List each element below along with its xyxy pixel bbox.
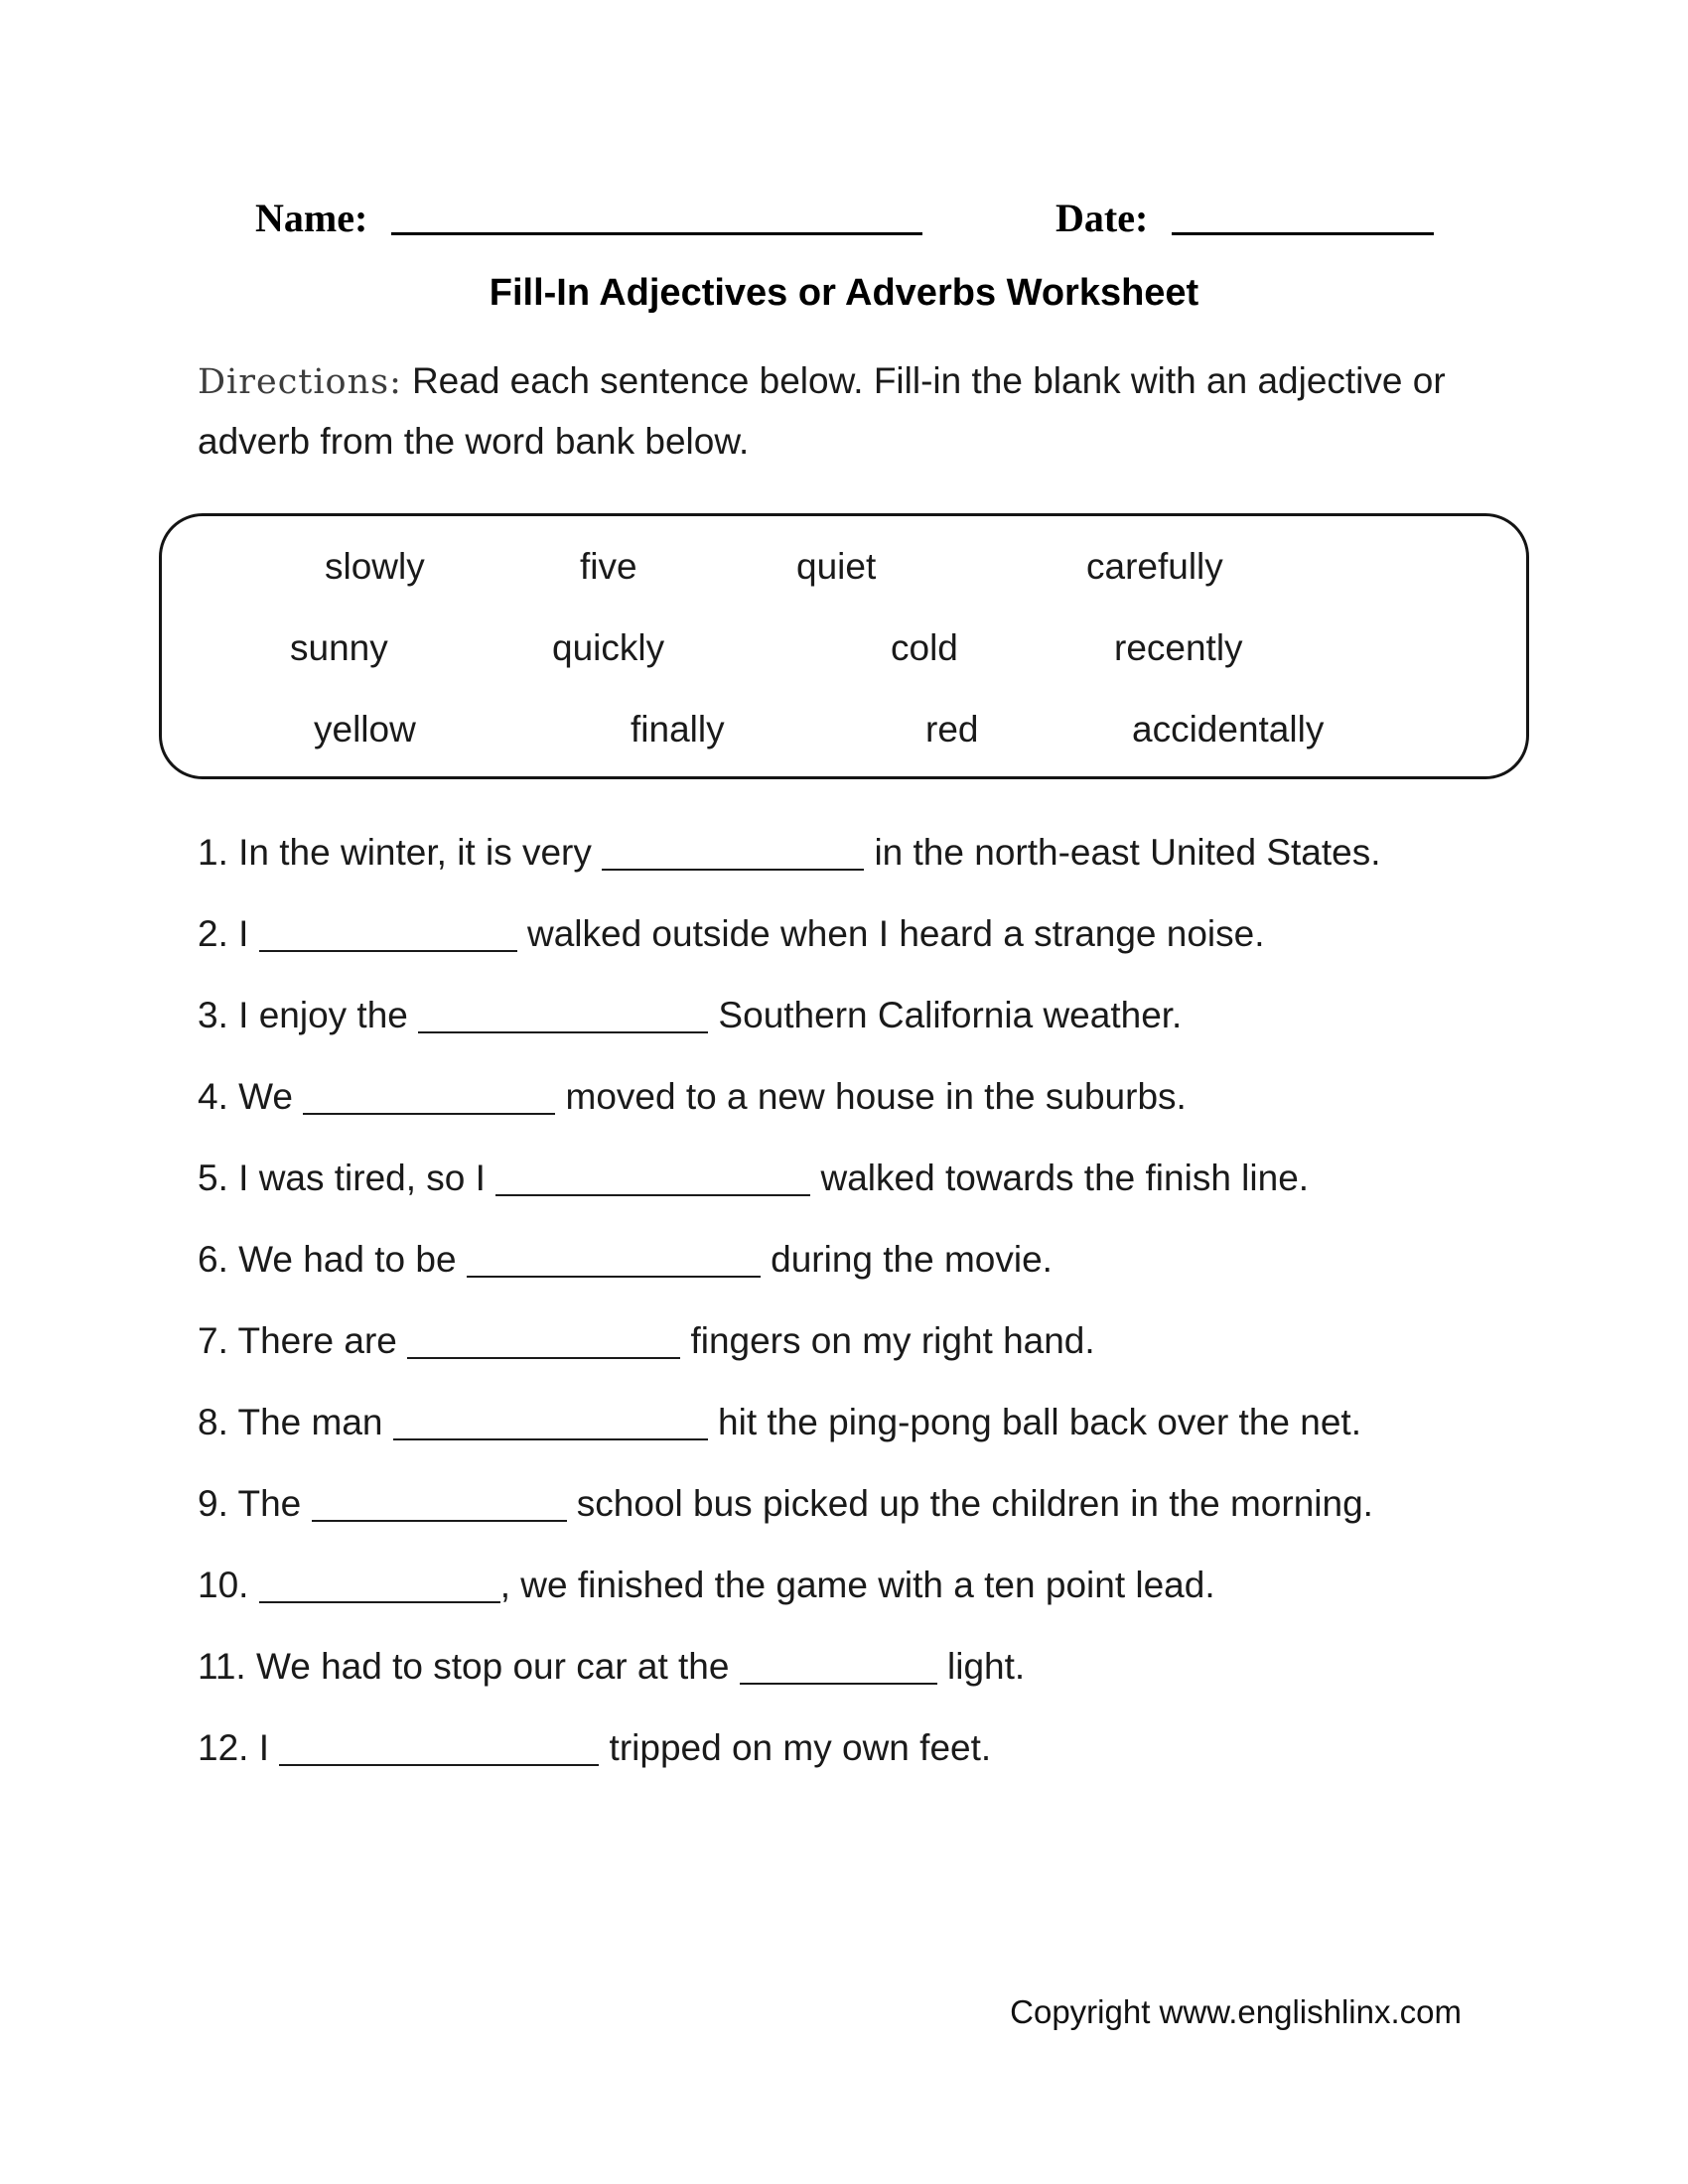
name-label: Name: xyxy=(255,196,368,240)
answer-blank[interactable] xyxy=(312,1520,567,1522)
question-line: 4. We moved to a new house in the suburbs. xyxy=(198,1076,1187,1117)
question-line: 12. I tripped on my own feet. xyxy=(198,1727,992,1768)
word-bank-word: red xyxy=(925,709,979,750)
question-line: 8. The man hit the ping-pong ball back over the net. xyxy=(198,1402,1361,1442)
word-bank-word: sunny xyxy=(290,627,388,668)
word-bank-word: quiet xyxy=(796,546,877,587)
word-bank-word: slowly xyxy=(325,546,425,587)
date-label: Date: xyxy=(1055,196,1149,240)
answer-blank[interactable] xyxy=(259,1601,500,1603)
questions-list xyxy=(198,812,1648,1789)
answer-blank[interactable] xyxy=(740,1683,937,1685)
date-blank-line[interactable] xyxy=(1172,232,1434,235)
answer-blank[interactable] xyxy=(467,1276,761,1278)
word-bank-word: recently xyxy=(1114,627,1243,668)
answer-blank[interactable] xyxy=(407,1357,680,1359)
word-bank-word: five xyxy=(580,546,637,587)
question-line: 11. We had to stop our car at the light. xyxy=(198,1646,1026,1687)
name-blank-line[interactable] xyxy=(391,232,922,235)
answer-blank[interactable] xyxy=(259,950,517,952)
answer-blank[interactable] xyxy=(279,1764,599,1766)
date-field xyxy=(1055,195,1434,241)
question-line: 6. We had to be during the movie. xyxy=(198,1239,1053,1280)
word-bank-word: cold xyxy=(891,627,958,668)
question-line: 7. There are fingers on my right hand. xyxy=(198,1320,1095,1361)
answer-blank[interactable] xyxy=(303,1113,555,1115)
word-bank xyxy=(159,513,1529,779)
directions-text: Read each sentence below. Fill-in the blank with an adjective or adverb from the word bank below. xyxy=(198,360,1446,462)
word-bank-word: quickly xyxy=(552,627,665,668)
question-line: 9. The school bus picked up the children in the morning. xyxy=(198,1483,1373,1524)
copyright: Copyright www.englishlinx.com xyxy=(1010,1993,1462,2030)
question-line: 5. I was tired, so I walked towards the finish line. xyxy=(198,1158,1310,1198)
answer-blank[interactable] xyxy=(393,1438,708,1440)
question-line: 2. I walked outside when I heard a strange noise. xyxy=(198,913,1265,954)
directions xyxy=(198,351,1469,472)
word-bank-word: finally xyxy=(631,709,725,750)
word-bank-word: accidentally xyxy=(1132,709,1325,750)
name-field xyxy=(255,195,922,241)
answer-blank[interactable] xyxy=(418,1031,708,1033)
question-line: 10. , we finished the game with a ten point lead. xyxy=(198,1565,1215,1605)
question-line: 1. In the winter, it is very in the north-east United States. xyxy=(198,832,1381,873)
word-bank-row xyxy=(162,709,1526,760)
question-line: 3. I enjoy the Southern California weather. xyxy=(198,995,1183,1035)
header xyxy=(255,195,1546,254)
answer-blank[interactable] xyxy=(602,869,864,871)
directions-label: Directions: xyxy=(198,362,402,402)
word-bank-word: carefully xyxy=(1086,546,1223,587)
answer-blank[interactable] xyxy=(495,1194,810,1196)
word-bank-row xyxy=(162,627,1526,679)
worksheet-title: Fill-In Adjectives or Adverbs Worksheet xyxy=(489,272,1199,314)
word-bank-word: yellow xyxy=(314,709,416,750)
word-bank-row xyxy=(162,546,1526,598)
